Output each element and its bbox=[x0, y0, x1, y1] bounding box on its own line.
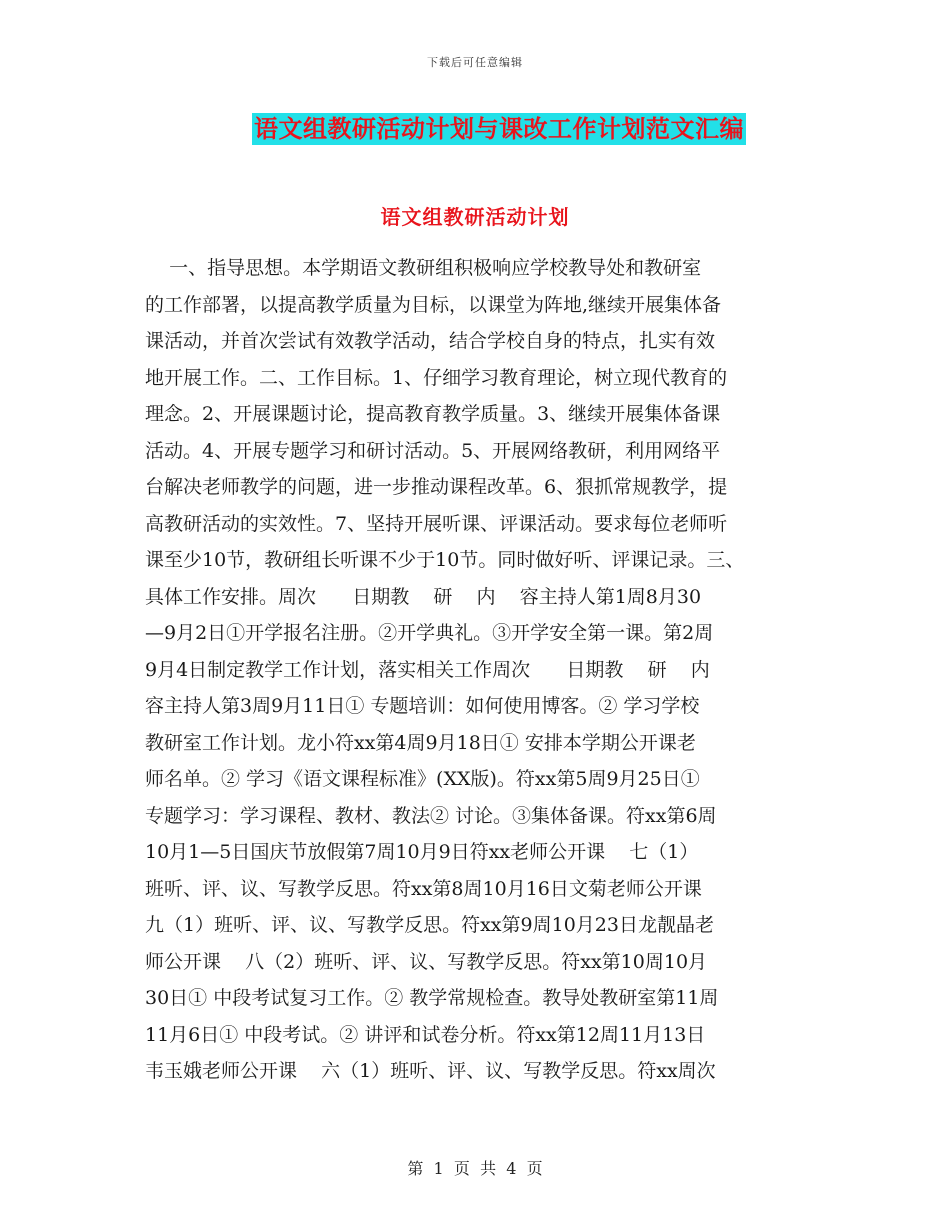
body-line: 理念。2、开展课题讨论，提高教育教学质量。3、继续开展集体备课 bbox=[145, 403, 721, 425]
body-line: 师公开课 八（2）班听、评、议、写教学反思。符xx第10周10月 bbox=[145, 950, 708, 973]
body-line: 专题学习：学习课程、教材、教法② 讨论。③集体备课。符xx第6周 bbox=[145, 804, 717, 827]
section-title: 语文组教研活动计划 bbox=[380, 205, 570, 229]
body-line: 9月4日制定教学工作计划，落实相关工作周次 日期教 研 内 bbox=[145, 658, 710, 681]
document-title: 语文组教研活动计划与课改工作计划范文汇编 bbox=[254, 114, 744, 143]
body-line: 活动。4、开展专题学习和研讨活动。5、开展网络教研，利用网络平 bbox=[145, 439, 721, 462]
body-line: 一、指导思想。本学期语文教研组积极响应学校教导处和教研室 bbox=[145, 257, 702, 279]
body-line: 具体工作安排。周次 日期教 研 内 容主持人第1周8月30 bbox=[145, 585, 702, 608]
body-line: 课活动，并首次尝试有效教学活动，结合学校自身的特点，扎实有效 bbox=[145, 330, 716, 352]
body-line: 11月6日① 中段考试。② 讲评和试卷分析。符xx第12周11月13日 bbox=[145, 1023, 706, 1046]
body-line: 班听、评、议、写教学反思。符xx第8周10月16日文菊老师公开课 bbox=[145, 877, 702, 900]
body-line: 地开展工作。二、工作目标。1、仔细学习教育理论，树立现代教育的 bbox=[145, 366, 728, 389]
body-line: —9月2日①开学报名注册。②开学典礼。③开学安全第一课。第2周 bbox=[145, 622, 714, 644]
body-line: 九（1）班听、评、议、写教学反思。符xx第9周10月23日龙靓晶老 bbox=[145, 914, 714, 936]
body-line: 台解决老师教学的问题，进一步推动课程改革。6、狠抓常规教学，提 bbox=[145, 476, 728, 498]
body-line: 10月1—5日国庆节放假第7周10月9日符xx老师公开课 七（1） bbox=[145, 841, 699, 863]
document-title-container bbox=[0, 113, 950, 145]
header-note: 下载后可任意编辑 bbox=[427, 56, 523, 69]
body-line: 课至少10节，教研组长听课不少于10节。同时做好听、评课记录。三、 bbox=[145, 549, 745, 571]
body-line: 30日① 中段考试复习工作。② 教学常规检查。教导处教研室第11周 bbox=[145, 987, 719, 1009]
body-line: 高教研活动的实效性。7、坚持开展听课、评课活动。要求每位老师听 bbox=[145, 512, 728, 535]
body-text bbox=[145, 255, 845, 1095]
page-footer: 第 1 页 共 4 页 bbox=[407, 1159, 543, 1178]
body-line: 韦玉娥老师公开课 六（1）班听、评、议、写教学反思。符xx周次 bbox=[145, 1060, 716, 1082]
body-line: 的工作部署，以提高教学质量为目标，以课堂为阵地,继续开展集体备 bbox=[145, 293, 722, 316]
body-line: 容主持人第3周9月11日① 专题培训：如何使用博客。② 学习学校 bbox=[145, 695, 700, 717]
body-line: 师名单。② 学习《语文课程标准》(XX版)。符xx第5周9月25日① bbox=[145, 768, 700, 790]
body-line: 教研室工作计划。龙小符xx第4周9月18日① 安排本学期公开课老 bbox=[145, 731, 696, 754]
